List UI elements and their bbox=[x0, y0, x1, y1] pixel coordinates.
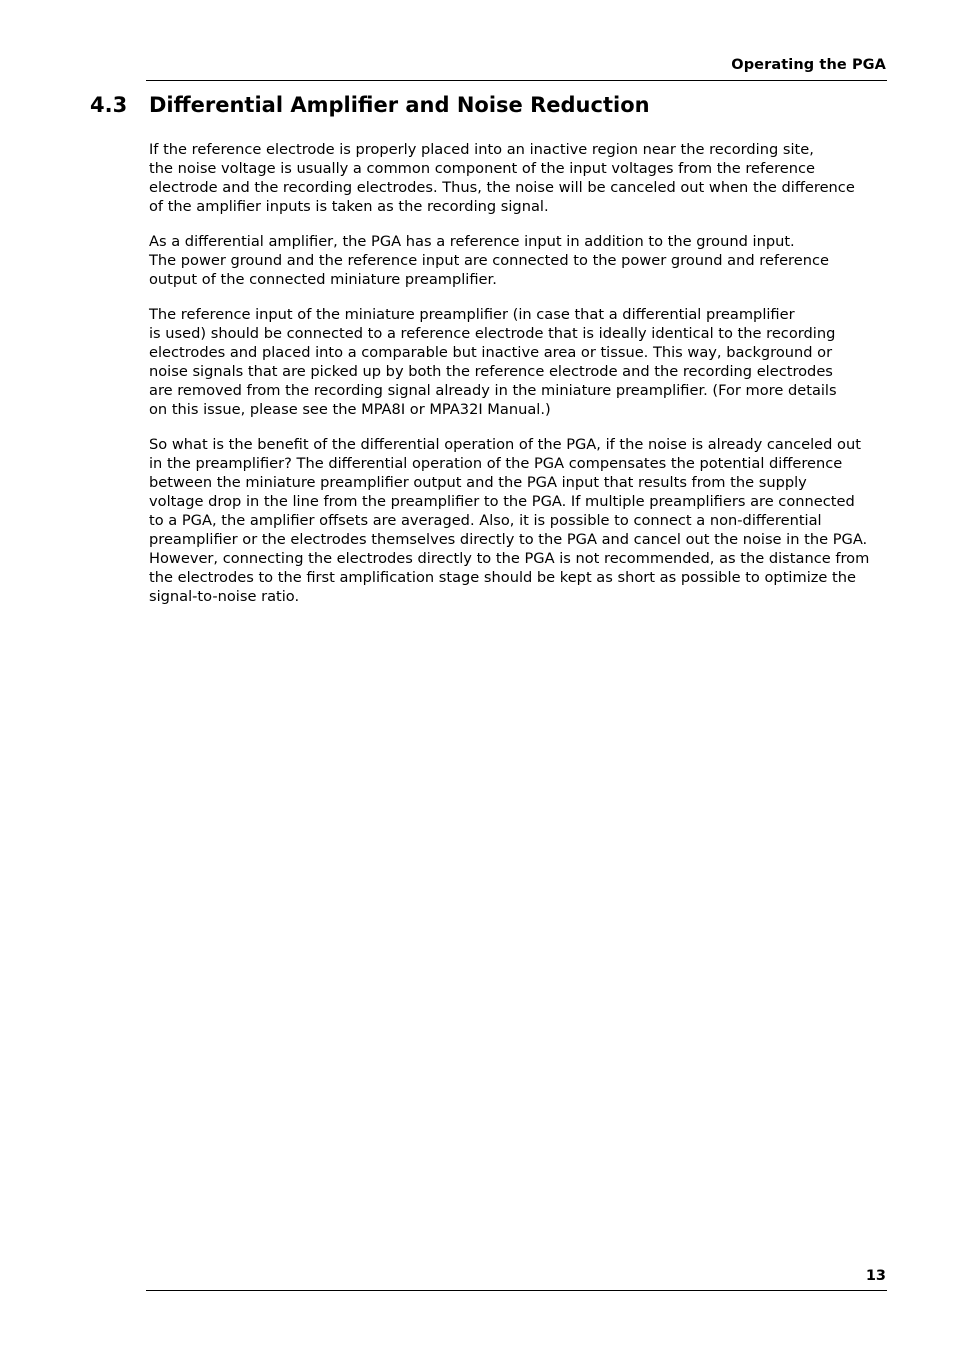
text-line: However, connecting the electrodes directly to the PGA is not recommended, as the distance from bbox=[149, 550, 870, 567]
text-line: output of the connected miniature preamplifier. bbox=[149, 271, 497, 288]
paragraph bbox=[149, 435, 889, 606]
text-line: noise signals that are picked up by both the reference electrode and the recording electrodes bbox=[149, 363, 833, 380]
page-number: 13 bbox=[865, 1268, 886, 1284]
header-rule bbox=[146, 80, 887, 81]
text-line: preamplifier or the electrodes themselves directly to the PGA and cancel out the noise in the PGA. bbox=[149, 531, 868, 548]
text-line: in the preamplifier? The differential operation of the PGA compensates the potential difference bbox=[149, 455, 843, 472]
text-line: the electrodes to the first amplification stage should be kept as short as possible to optimize the bbox=[149, 569, 856, 586]
text-line: The reference input of the miniature preamplifier (in case that a differential preamplifier bbox=[149, 306, 795, 323]
text-line: on this issue, please see the MPA8I or MPA32I Manual.) bbox=[149, 401, 551, 418]
text-line: So what is the benefit of the differential operation of the PGA, if the noise is already canceled out bbox=[149, 436, 861, 453]
text-line: As a differential amplifier, the PGA has a reference input in addition to the ground input. bbox=[149, 233, 795, 250]
section-number: 4.3 bbox=[90, 93, 128, 117]
paragraph bbox=[149, 232, 889, 289]
paragraph bbox=[149, 140, 889, 216]
text-line: electrode and the recording electrodes. Thus, the noise will be canceled out when the difference bbox=[149, 179, 855, 196]
text-line: electrodes and placed into a comparable but inactive area or tissue. This way, background or bbox=[149, 344, 833, 361]
paragraph bbox=[149, 305, 889, 419]
text-line: of the amplifier inputs is taken as the recording signal. bbox=[149, 198, 549, 215]
text-line: to a PGA, the amplifier offsets are averaged. Also, it is possible to connect a non-differential bbox=[149, 512, 822, 529]
text-line: signal-to-noise ratio. bbox=[149, 588, 300, 605]
text-line: between the miniature preamplifier output and the PGA input that results from the supply bbox=[149, 474, 807, 491]
text-line: is used) should be connected to a reference electrode that is ideally identical to the recording bbox=[149, 325, 836, 342]
text-line: are removed from the recording signal already in the miniature preamplifier. (For more details bbox=[149, 382, 837, 399]
text-line: voltage drop in the line from the preamplifier to the PGA. If multiple preamplifiers are connected bbox=[149, 493, 855, 510]
section-heading bbox=[90, 93, 650, 117]
text-line: the noise voltage is usually a common component of the input voltages from the reference bbox=[149, 160, 816, 177]
section-title: Differential Amplifier and Noise Reduction bbox=[149, 93, 650, 117]
running-header: Operating the PGA bbox=[731, 57, 886, 73]
text-line: The power ground and the reference input are connected to the power ground and reference bbox=[149, 252, 829, 269]
footer-rule bbox=[146, 1290, 887, 1291]
body-text bbox=[149, 140, 889, 622]
text-line: If the reference electrode is properly placed into an inactive region near the recording site, bbox=[149, 141, 814, 158]
